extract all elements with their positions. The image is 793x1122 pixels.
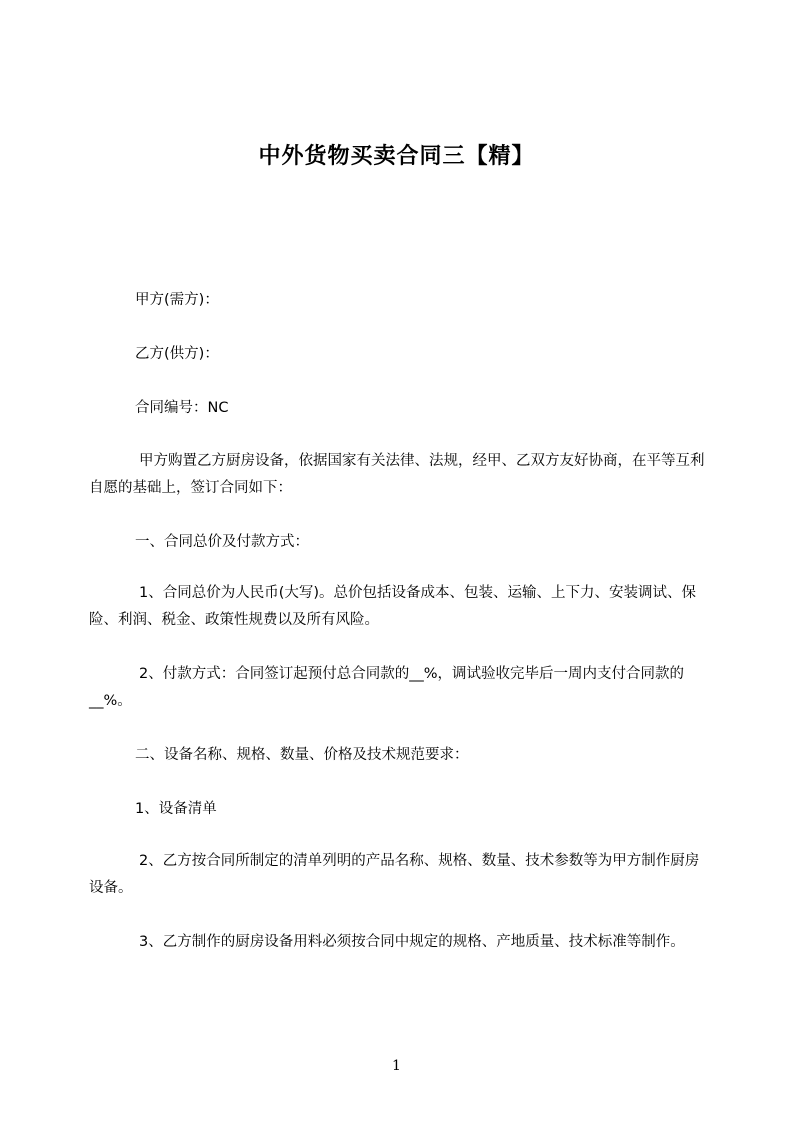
page-number: 1 [392, 1058, 401, 1074]
document-title: 中外货物买卖合同三【精】 [258, 144, 535, 169]
section-2-item-2: 2、乙方按合同所制定的清单列明的产品名称、规格、数量、技术参数等为甲方制作厨房设备。 [89, 853, 700, 896]
section-1-item-2: 2、付款方式：合同签订起预付总合同款的__%，调试验收完毕后一周内支付合同款的__%。 [89, 666, 684, 709]
section-1-heading: 一、合同总价及付款方式： [135, 534, 309, 550]
section-1-item-1: 1、合同总价为人民币(大写)。总价包括设备成本、包装、运输、上下力、安装调试、保险、利润、税金、政策性规费以及所有风险。 [89, 585, 697, 628]
section-2-item-1: 1、设备清单 [135, 801, 217, 817]
contract-number-line: 合同编号：NC [135, 400, 229, 416]
intro-paragraph: 甲方购置乙方厨房设备，依据国家有关法律、法规，经甲、乙双方友好协商，在平等互利自愿的基础上，签订合同如下： [89, 453, 705, 496]
section-2-heading: 二、设备名称、规格、数量、价格及技术规范要求： [135, 747, 469, 763]
section-2-item-3: 3、乙方制作的厨房设备用料必须按合同中规定的规格、产地质量、技术标准等制作。 [139, 934, 685, 950]
party-a-line: 甲方(需方)： [135, 292, 219, 308]
party-b-line: 乙方(供方)： [135, 346, 219, 362]
